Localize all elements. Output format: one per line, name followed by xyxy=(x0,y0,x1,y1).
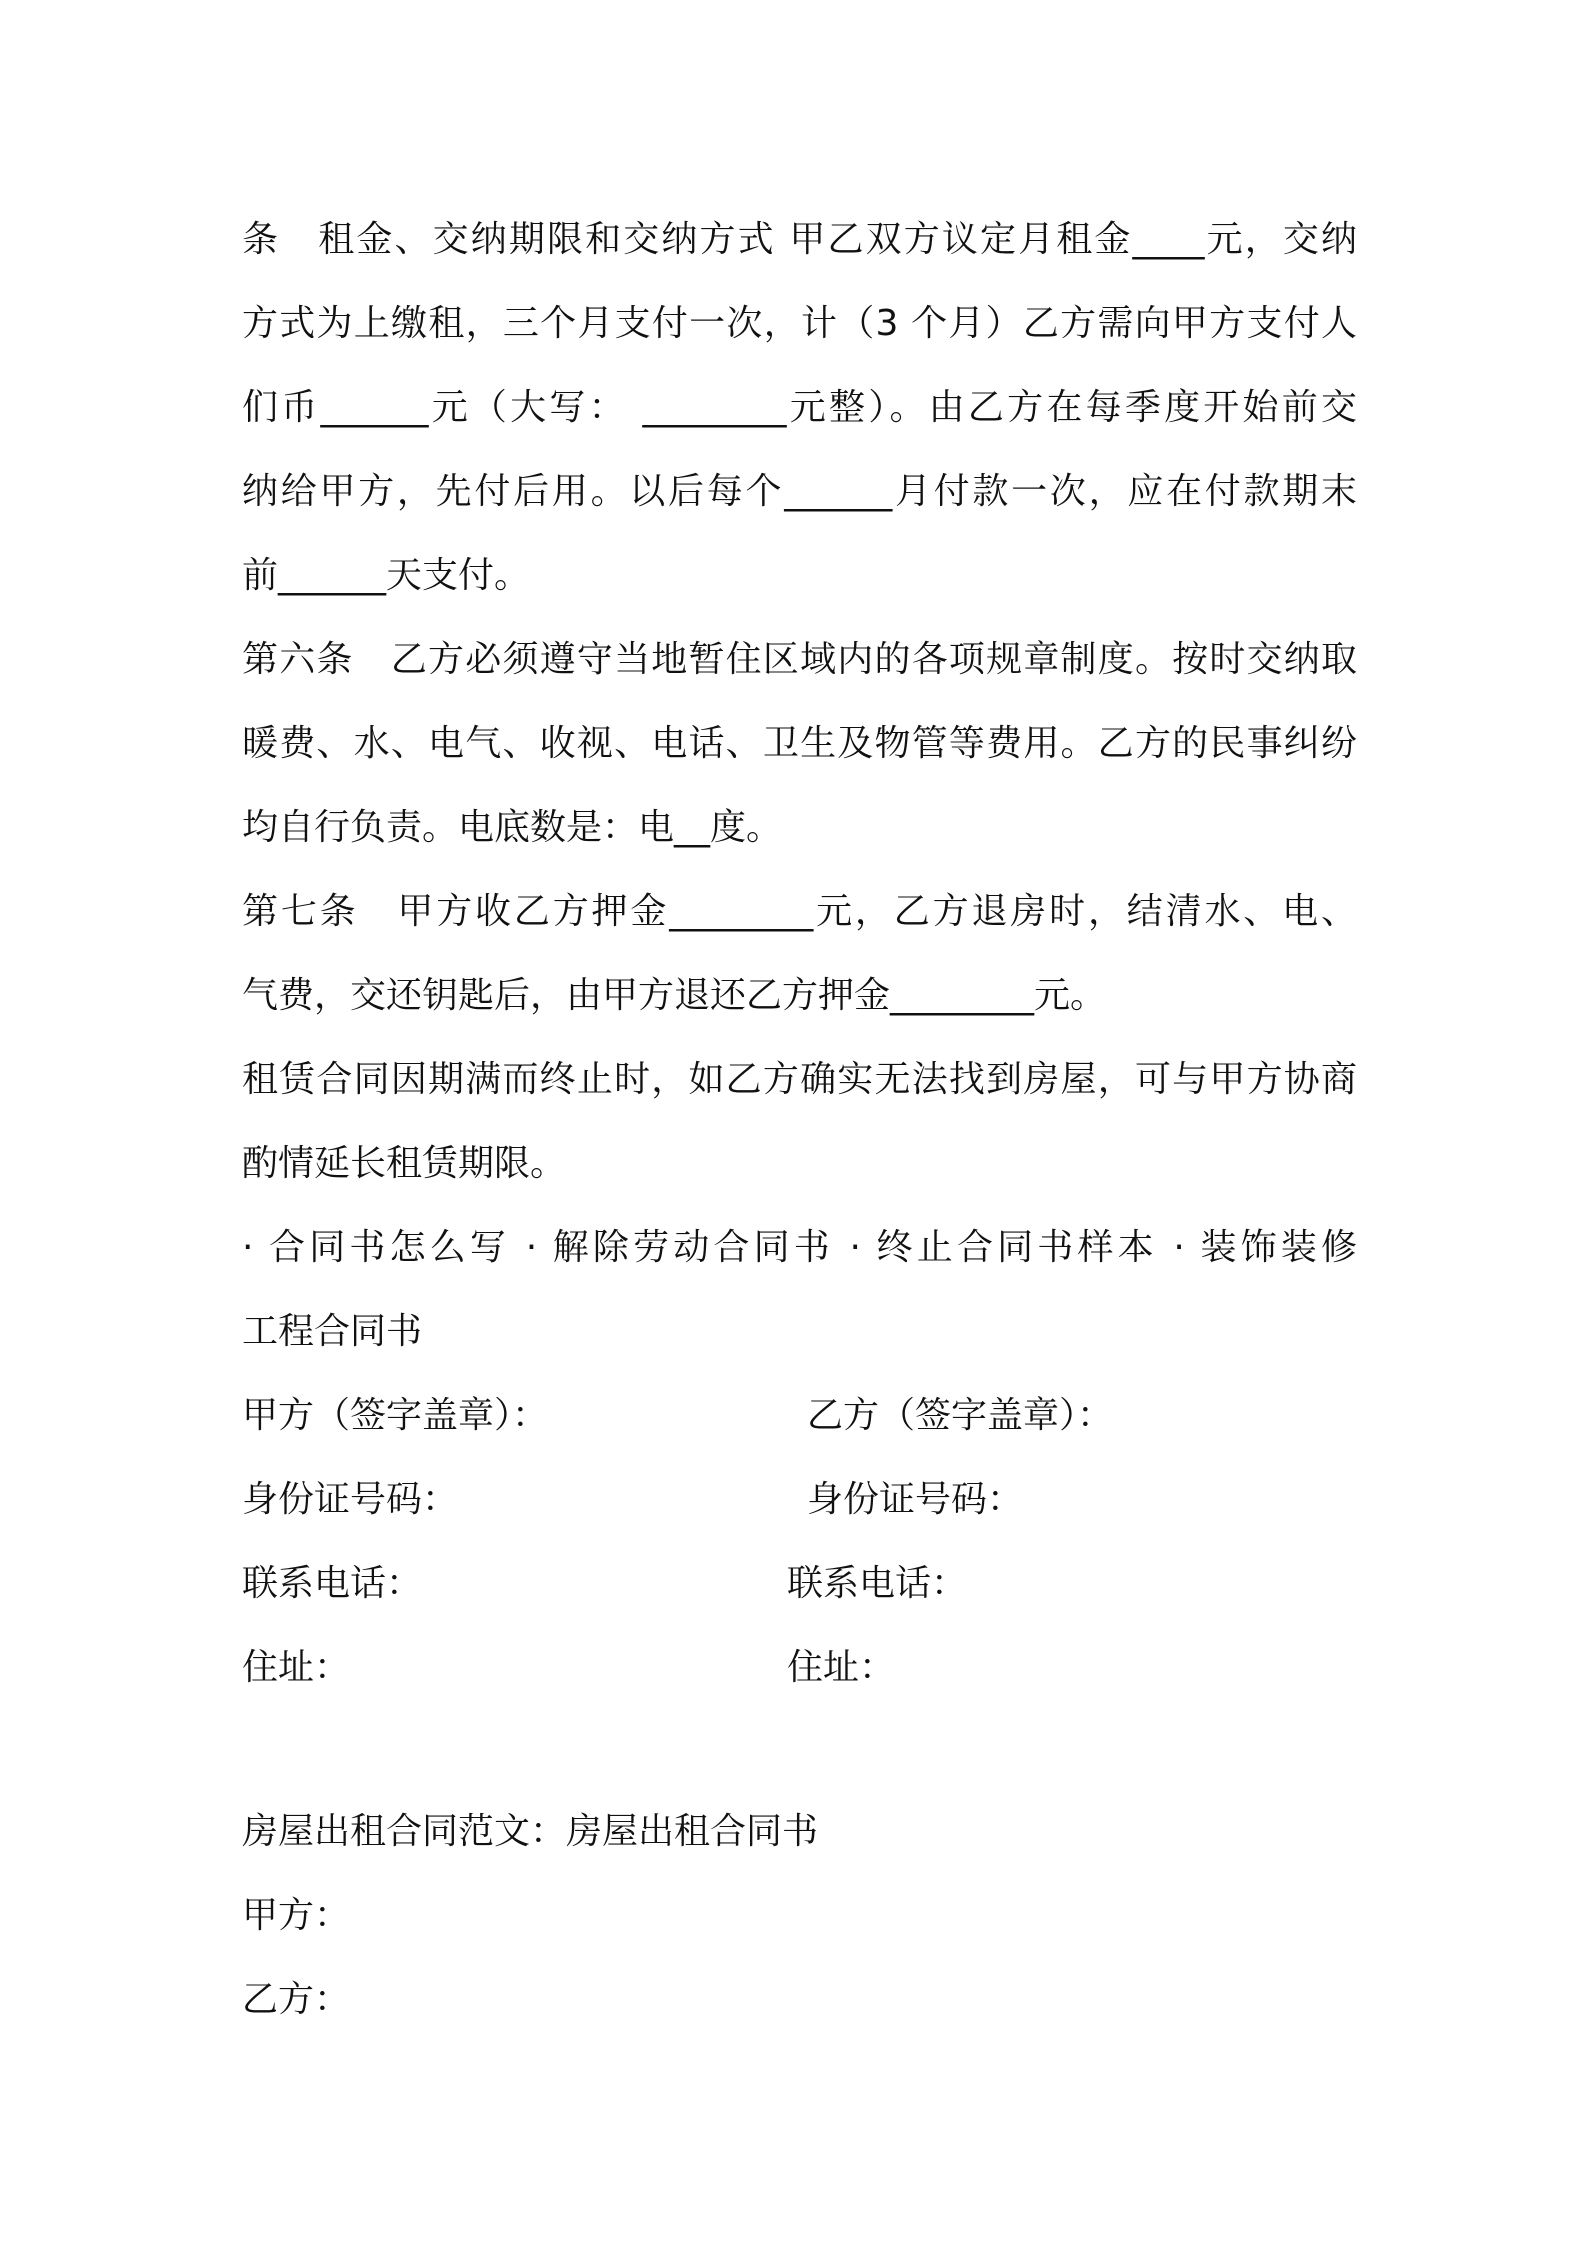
signature-row-phone xyxy=(242,1542,1357,1626)
party-b-id-label: 身份证号码： xyxy=(807,1479,1024,1520)
party-a-sign-label: 甲方（签字盖章）： xyxy=(242,1395,549,1436)
related-links-line-1[interactable]: · 合同书怎么写 · 解除劳动合同书 · 终止合同书样本 · 装饰装修 xyxy=(242,1227,1357,1268)
section-gap xyxy=(242,1710,1357,1790)
article-6-line-3: 均自行负责。电底数是：电__度。 xyxy=(242,807,783,848)
lease-extension-clause xyxy=(242,1038,1357,1206)
party-b-phone-label: 联系电话： xyxy=(787,1563,968,1604)
party-a-id-label: 身份证号码： xyxy=(242,1479,459,1520)
related-links xyxy=(242,1206,1357,1374)
signature-row-sign xyxy=(242,1374,1357,1458)
article-7-deposit xyxy=(242,870,1357,1038)
extension-line-2: 酌情延长租赁期限。 xyxy=(242,1143,567,1184)
signature-row-address xyxy=(242,1626,1357,1710)
next-contract-section xyxy=(242,1790,1357,2042)
party-b-address-label: 住址： xyxy=(787,1647,896,1688)
article-5-line-5: 前______天支付。 xyxy=(242,555,531,596)
next-contract-title: 房屋出租合同范文：房屋出租合同书 xyxy=(242,1811,819,1852)
article-6-line-1: 第六条 乙方必须遵守当地暂住区域内的各项规章制度。按时交纳取 xyxy=(242,639,1357,680)
related-links-line-2[interactable]: 工程合同书 xyxy=(242,1311,423,1352)
document-page xyxy=(242,198,1357,2042)
article-5-rent-payment xyxy=(242,198,1357,618)
party-a-phone-label: 联系电话： xyxy=(242,1563,423,1604)
next-contract-party-b: 乙方： xyxy=(242,1979,351,2020)
article-5-line-4: 纳给甲方，先付后用。以后每个______月付款一次，应在付款期末 xyxy=(242,471,1357,512)
article-5-line-2: 方式为上缴租，三个月支付一次，计（3 个月）乙方需向甲方支付人 xyxy=(242,303,1357,344)
article-6-regulations xyxy=(242,618,1357,870)
next-contract-party-a: 甲方： xyxy=(242,1895,351,1936)
article-7-line-1: 第七条 甲方收乙方押金________元，乙方退房时，结清水、电、 xyxy=(242,891,1357,932)
article-5-line-1: 条 租金、交纳期限和交纳方式 甲乙双方议定月租金____元，交纳 xyxy=(242,219,1357,260)
article-7-line-2: 气费，交还钥匙后，由甲方退还乙方押金________元。 xyxy=(242,975,1107,1016)
article-5-line-3: 们币______元（大写： ________元整）。由乙方在每季度开始前交 xyxy=(242,387,1357,428)
party-a-address-label: 住址： xyxy=(242,1647,351,1688)
signature-block xyxy=(242,1374,1357,1710)
extension-line-1: 租赁合同因期满而终止时，如乙方确实无法找到房屋，可与甲方协商 xyxy=(242,1059,1357,1100)
signature-row-id xyxy=(242,1458,1357,1542)
article-6-line-2: 暖费、水、电气、收视、电话、卫生及物管等费用。乙方的民事纠纷 xyxy=(242,723,1357,764)
party-b-sign-label: 乙方（签字盖章）： xyxy=(807,1395,1114,1436)
